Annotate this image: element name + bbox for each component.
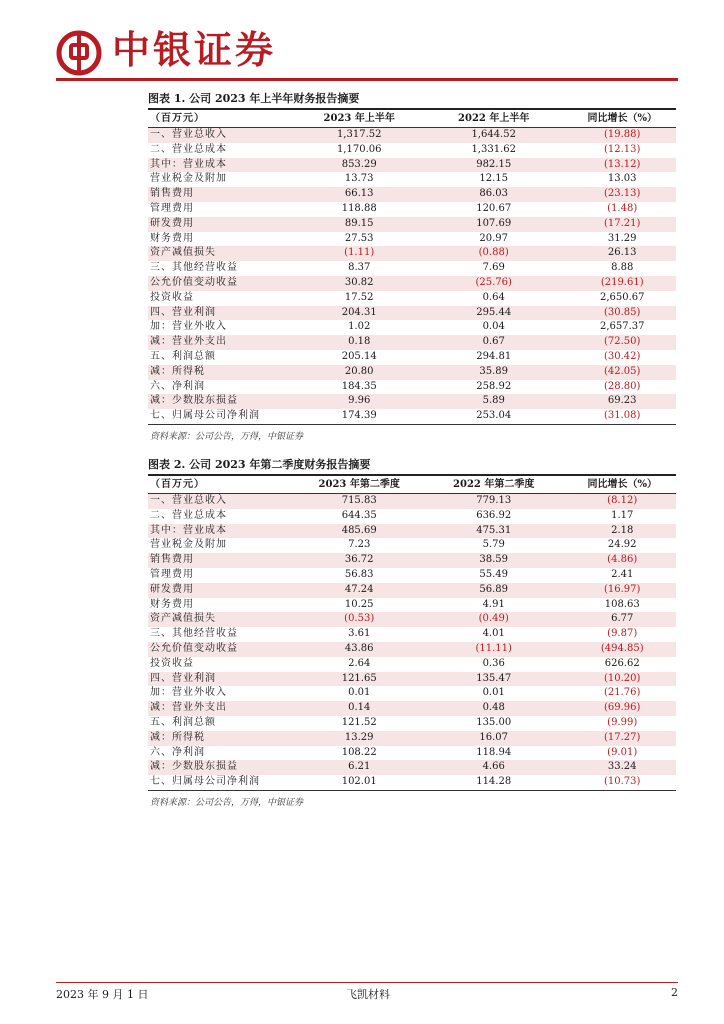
- table-cell: (16.97): [604, 583, 641, 595]
- table-cell: 118.88: [341, 202, 377, 214]
- row-label: 减：所得税: [150, 731, 205, 743]
- table-row: [148, 775, 676, 790]
- table-cell: (0.88): [478, 247, 509, 259]
- row-label: 投资收益: [150, 657, 194, 669]
- table-row: [148, 158, 676, 173]
- table-cell: (494.85): [600, 642, 644, 654]
- table-row: [148, 350, 676, 365]
- table-cell: (10.20): [604, 672, 641, 684]
- table-cell: 1.17: [611, 509, 634, 521]
- table-cell: 107.69: [476, 217, 512, 229]
- table-cell: (0.49): [478, 613, 509, 625]
- column-header: 同比增长（%）: [587, 479, 657, 490]
- table-cell: 7.69: [482, 262, 505, 274]
- table-cell: 8.37: [348, 262, 371, 274]
- table-cell: (4.86): [607, 554, 638, 566]
- table-cell: 30.82: [344, 276, 374, 288]
- row-label: 减：少数股东损益: [150, 395, 238, 407]
- table-cell: 1,644.52: [471, 129, 516, 140]
- table-title: 图表 1. 公司 2023 年上半年财务报告摘要: [148, 92, 360, 105]
- column-header: （百万元）: [150, 113, 205, 124]
- table-cell: 294.81: [476, 350, 512, 362]
- table-cell: 4.01: [482, 628, 505, 640]
- table-cell: 4.66: [482, 761, 505, 773]
- footer-date: 2023 年 9 月 1 日: [56, 988, 149, 1001]
- table-header-row: [148, 476, 676, 493]
- row-label: 营业税金及附加: [150, 539, 227, 551]
- table-cell: 853.29: [341, 158, 377, 170]
- table-cell: 7.23: [348, 539, 371, 551]
- row-label: 减：营业外支出: [150, 702, 227, 714]
- table-row: [148, 335, 676, 350]
- table-cell: 475.31: [476, 524, 512, 536]
- brand-name: 中银证券: [112, 27, 277, 72]
- table-row: [148, 128, 676, 143]
- table-header-row: [148, 110, 676, 127]
- table-cell: 33.24: [607, 761, 637, 773]
- table-cell: 295.44: [476, 306, 512, 318]
- table-row: [148, 202, 676, 217]
- footer-rule: [56, 982, 678, 983]
- table-row: [148, 657, 676, 672]
- row-label: 四、营业利润: [150, 672, 216, 684]
- table-cell: 13.73: [344, 173, 374, 185]
- row-label: 营业税金及附加: [150, 173, 227, 185]
- row-label: 公允价值变动收益: [150, 642, 238, 654]
- row-label: 销售费用: [150, 554, 194, 566]
- table-row: [148, 612, 676, 627]
- table-cell: 86.03: [479, 188, 509, 200]
- row-label: 三、其他经营收益: [150, 628, 238, 640]
- table-cell: 0.67: [482, 336, 505, 348]
- row-label: 加：营业外收入: [150, 321, 227, 333]
- table-cell: 69.23: [607, 395, 637, 407]
- table-row: [148, 538, 676, 553]
- table-row: [148, 746, 676, 761]
- table-cell: 89.15: [344, 217, 374, 229]
- table-cell: (17.21): [604, 217, 641, 229]
- table-row: [148, 380, 676, 395]
- table-row: [148, 583, 676, 598]
- row-label: 六、净利润: [150, 380, 205, 392]
- row-label: 五、利润总额: [150, 716, 216, 728]
- table-row: [148, 760, 676, 775]
- table-cell: 35.89: [479, 365, 509, 377]
- table-row: [148, 686, 676, 701]
- table-cell: 0.48: [482, 702, 505, 714]
- table-cell: (23.13): [604, 188, 641, 200]
- table-row: [148, 291, 676, 306]
- table-row: [148, 394, 676, 409]
- table-cell: 0.14: [348, 702, 371, 714]
- table-row: [148, 187, 676, 202]
- row-label: 资产减值损失: [150, 247, 216, 259]
- table-cell: (11.11): [475, 642, 512, 654]
- table-cell: 13.03: [607, 173, 637, 185]
- table-row: [148, 409, 676, 424]
- table-cell: (219.61): [600, 276, 644, 288]
- table-row: [148, 246, 676, 261]
- table-cell: (21.76): [604, 687, 641, 699]
- table-cell: 31.29: [607, 232, 637, 244]
- row-label: 投资收益: [150, 291, 194, 303]
- table-cell: 2,650.67: [599, 291, 645, 303]
- table-row: [148, 365, 676, 380]
- row-label: 减：少数股东损益: [150, 761, 238, 773]
- table-cell: (1.11): [344, 247, 375, 259]
- table-cell: 1.02: [348, 321, 371, 333]
- table-cell: (69.96): [604, 702, 641, 714]
- table-cell: 982.15: [476, 158, 512, 170]
- row-label: 减：所得税: [150, 365, 205, 377]
- row-label: 研发费用: [150, 583, 194, 595]
- table-cell: 118.94: [476, 746, 512, 758]
- table-end-rule: [148, 790, 676, 791]
- table-cell: (0.53): [344, 613, 375, 625]
- table-row: [148, 143, 676, 158]
- table-row: [148, 598, 676, 613]
- table-cell: 10.25: [344, 598, 374, 610]
- table-row: [148, 306, 676, 321]
- table-cell: 5.79: [482, 539, 505, 551]
- table-cell: 204.31: [341, 306, 377, 318]
- table-cell: 644.35: [341, 509, 377, 521]
- table-cell: 20.97: [479, 232, 509, 244]
- table-cell: 205.14: [341, 350, 377, 362]
- row-label: 销售费用: [150, 188, 194, 200]
- table-cell: 184.35: [341, 380, 377, 392]
- row-label: 三、其他经营收益: [150, 262, 238, 274]
- table-cell: 485.69: [341, 524, 377, 536]
- row-label: 七、归属母公司净利润: [150, 410, 260, 422]
- table-row: [148, 276, 676, 291]
- column-header: （百万元）: [150, 479, 205, 490]
- table-cell: (9.87): [607, 628, 638, 640]
- table-cell: 12.15: [479, 173, 509, 185]
- table-cell: 0.18: [348, 336, 371, 348]
- table-cell: 258.92: [476, 380, 512, 392]
- table-source-note: 资料来源：公司公告，万得，中银证券: [150, 431, 304, 442]
- table-cell: (30.42): [604, 350, 641, 362]
- table-cell: (30.85): [604, 306, 641, 318]
- table-cell: 56.89: [479, 583, 509, 595]
- row-label: 资产减值损失: [150, 613, 216, 625]
- table-cell: 779.13: [476, 495, 512, 506]
- row-label: 管理费用: [150, 568, 194, 580]
- table-cell: 121.52: [341, 716, 377, 728]
- table-row: [148, 261, 676, 276]
- table-cell: (9.99): [607, 716, 638, 728]
- table-cell: 0.36: [482, 657, 505, 669]
- table-cell: 120.67: [476, 202, 512, 214]
- footer-company: 飞凯材料: [346, 988, 390, 1001]
- column-header: 2022 年上半年: [458, 113, 530, 124]
- table-cell: 636.92: [476, 509, 512, 521]
- table-row: [148, 494, 676, 509]
- row-label: 二、营业总成本: [150, 509, 227, 521]
- table-cell: 5.89: [482, 395, 505, 407]
- row-label: 财务费用: [150, 232, 194, 244]
- table-cell: 0.64: [482, 291, 505, 303]
- column-header: 2022 年第二季度: [453, 479, 535, 490]
- table-cell: 17.52: [344, 291, 374, 303]
- table-cell: (1.48): [607, 202, 638, 214]
- row-label: 其中：营业成本: [150, 524, 227, 536]
- table-row: [148, 524, 676, 539]
- page-footer: [56, 986, 678, 1002]
- table-cell: 253.04: [476, 410, 512, 422]
- table-cell: 9.96: [348, 395, 371, 407]
- row-label: 七、归属母公司净利润: [150, 776, 260, 788]
- table-cell: 135.47: [476, 672, 512, 684]
- table-cell: (42.05): [604, 365, 641, 377]
- table-cell: 0.04: [482, 321, 505, 333]
- row-label: 一、营业总收入: [150, 129, 227, 140]
- table-row: [148, 232, 676, 247]
- table-cell: 174.39: [341, 410, 377, 422]
- table-cell: (28.80): [604, 380, 641, 392]
- row-label: 二、营业总成本: [150, 143, 227, 155]
- table-cell: 2.41: [611, 568, 634, 580]
- table-cell: 6.21: [348, 761, 371, 773]
- table-cell: 1,317.52: [336, 129, 382, 140]
- table-cell: 47.24: [344, 583, 374, 595]
- table-cell: 0.01: [348, 687, 371, 699]
- table-end-rule: [148, 424, 676, 425]
- row-label: 财务费用: [150, 598, 194, 610]
- table-cell: 1,170.06: [336, 143, 382, 155]
- table-cell: 56.83: [344, 568, 374, 580]
- table-cell: 108.63: [604, 598, 640, 610]
- table-cell: (12.13): [604, 143, 641, 155]
- table-row: [148, 320, 676, 335]
- row-label: 研发费用: [150, 217, 194, 229]
- table-cell: 1,331.62: [471, 143, 516, 155]
- table-cell: 2.18: [611, 524, 634, 536]
- table-cell: 2.64: [348, 657, 371, 669]
- table-cell: 108.22: [341, 746, 377, 758]
- table-cell: 3.61: [348, 628, 371, 640]
- table-cell: 36.72: [344, 554, 374, 566]
- header-rule: [56, 78, 678, 81]
- table-cell: 13.29: [344, 731, 374, 743]
- row-label: 五、利润总额: [150, 350, 216, 362]
- table-title: 图表 2. 公司 2023 年第二季度财务报告摘要: [148, 458, 371, 471]
- table-cell: 102.01: [341, 776, 377, 788]
- table-row: [148, 172, 676, 187]
- table-cell: (31.08): [604, 410, 641, 422]
- row-label: 加：营业外收入: [150, 687, 227, 699]
- table-source-note: 资料来源：公司公告，万得，中银证券: [150, 797, 304, 808]
- table-cell: 626.62: [604, 657, 640, 669]
- table-row: [148, 642, 676, 657]
- table-cell: 2,657.37: [599, 321, 645, 333]
- table-row: [148, 716, 676, 731]
- table-cell: 24.92: [607, 539, 637, 551]
- table-cell: 135.00: [476, 716, 512, 728]
- row-label: 四、营业利润: [150, 306, 216, 318]
- table-cell: (17.27): [604, 731, 641, 743]
- table-row: [148, 568, 676, 583]
- table-row: [148, 509, 676, 524]
- table-row: [148, 672, 676, 687]
- table-cell: 0.01: [482, 687, 505, 699]
- table-cell: 121.65: [341, 672, 377, 684]
- table-row: [148, 553, 676, 568]
- table-cell: 715.83: [341, 495, 377, 506]
- table-cell: 66.13: [344, 188, 374, 200]
- bank-of-china-logo-icon: [56, 30, 102, 76]
- table-cell: 27.53: [344, 232, 374, 244]
- table-cell: (25.76): [475, 276, 512, 288]
- row-label: 其中：营业成本: [150, 158, 227, 170]
- column-header: 同比增长（%）: [587, 113, 657, 124]
- table-cell: 43.86: [344, 642, 374, 654]
- page-number: 2: [671, 986, 678, 999]
- table-cell: 38.59: [479, 554, 509, 566]
- column-header: 2023 年上半年: [323, 113, 395, 124]
- table-row: [148, 627, 676, 642]
- table-cell: (8.12): [607, 495, 638, 506]
- table-cell: 26.13: [607, 247, 637, 259]
- table-row: [148, 701, 676, 716]
- row-label: 管理费用: [150, 202, 194, 214]
- table-cell: (72.50): [604, 336, 641, 348]
- column-header: 2023 年第二季度: [318, 479, 400, 490]
- table-cell: 6.77: [611, 613, 634, 625]
- table-cell: 114.28: [476, 776, 512, 788]
- table-row: [148, 731, 676, 746]
- table-cell: 20.80: [344, 365, 374, 377]
- table-cell: (13.12): [604, 158, 641, 170]
- page-header: [0, 0, 724, 84]
- table-row: [148, 217, 676, 232]
- row-label: 一、营业总收入: [150, 495, 227, 506]
- table-cell: (19.88): [604, 129, 641, 140]
- table-cell: 16.07: [479, 731, 509, 743]
- table-cell: 8.88: [611, 262, 634, 274]
- table-h1-summary: [148, 90, 676, 442]
- row-label: 六、净利润: [150, 746, 205, 758]
- table-q2-summary: [148, 456, 676, 808]
- table-cell: 4.91: [482, 598, 505, 610]
- row-label: 公允价值变动收益: [150, 276, 238, 288]
- table-cell: (10.73): [604, 776, 641, 788]
- table-cell: 55.49: [479, 568, 509, 580]
- row-label: 减：营业外支出: [150, 336, 227, 348]
- table-cell: (9.01): [607, 746, 638, 758]
